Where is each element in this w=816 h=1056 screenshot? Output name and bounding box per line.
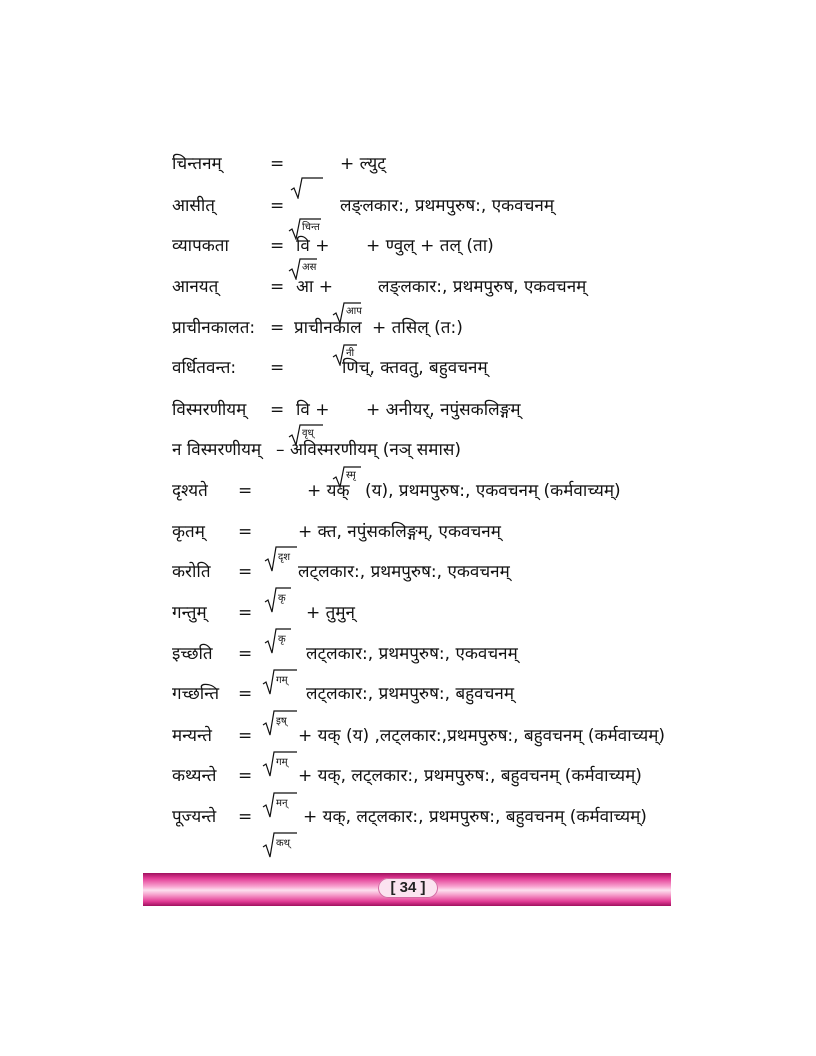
root-label: नी xyxy=(346,348,355,359)
prefix: आ + xyxy=(296,277,334,297)
equals-sign: = xyxy=(270,154,285,174)
root-label: इष् xyxy=(276,716,287,727)
term: आसीत् xyxy=(172,196,215,216)
root-label: अस xyxy=(302,262,317,273)
root-label: दृश xyxy=(278,552,291,563)
equals-sign: = xyxy=(270,358,285,378)
term: करोति xyxy=(172,562,211,582)
equals-sign: = xyxy=(238,481,253,501)
term: गच्छन्ति xyxy=(172,684,220,704)
root-label: गम् xyxy=(276,675,288,686)
equals-sign: = xyxy=(238,644,253,664)
root-label: कृ xyxy=(278,593,286,604)
equals-sign: = xyxy=(238,603,253,623)
root-label: स्मृ xyxy=(346,470,356,481)
analysis-text: + अनीयर्, नपुंसकलिङ्गम् xyxy=(366,400,521,420)
term: विस्मरणीयम् xyxy=(172,400,247,420)
equals-sign: = xyxy=(270,196,285,216)
equals-sign: = xyxy=(238,562,253,582)
page-number: [ 34 ] xyxy=(378,878,438,898)
equals-sign: = xyxy=(238,522,253,542)
term: आनयत् xyxy=(172,277,219,297)
analysis-text: + यक्, लट्लकार:, प्रथमपुरुष:, बहुवचनम् (कर्मवाच्यम्) xyxy=(303,807,647,827)
analysis-text: णिच्, क्तवतु, बहुवचनम् xyxy=(342,358,488,378)
prefix: प्राचीनकाल xyxy=(294,318,362,338)
analysis-text: + यक्, लट्लकार:, प्रथमपुरुष:, बहुवचनम् (कर्मवाच्यम्) xyxy=(298,766,642,786)
term: दृश्यते xyxy=(172,481,208,501)
term: कथ्यन्ते xyxy=(172,766,217,786)
term: इच्छति xyxy=(172,644,213,664)
equals-sign: = xyxy=(238,766,253,786)
equals-sign: = xyxy=(270,318,285,338)
term: प्राचीनकालत: xyxy=(172,318,256,338)
analysis-text: लङ्लकार:, प्रथमपुरुष, एकवचनम् xyxy=(378,277,587,297)
term: गन्तुम् xyxy=(172,603,207,623)
root-label: वृध् xyxy=(302,428,314,439)
term: न विस्मरणीयम् xyxy=(172,440,262,460)
term: कृतम् xyxy=(172,522,205,542)
equals-sign: = xyxy=(270,277,285,297)
equals-sign: = xyxy=(238,726,253,746)
analysis-text: + तुमुन् xyxy=(306,603,355,623)
root-label: कथ् xyxy=(276,838,291,849)
analysis-text: (य), प्रथमपुरुष:, एकवचनम् (कर्मवाच्यम्) xyxy=(365,481,621,501)
analysis-text: लट्लकार:, प्रथमपुरुष:, एकवचनम् xyxy=(298,562,510,582)
analysis-text: + यक् (य) ,लट्लकार:,प्रथमपुरुष:, बहुवचनम् (कर्मवाच्यम्) xyxy=(298,726,666,746)
dash-sign: – xyxy=(276,440,285,460)
analysis-text: + क्त, नपुंसकलिङ्गम्, एकवचनम् xyxy=(298,522,501,542)
analysis-text: लङ्लकार:, प्रथमपुरुष:, एकवचनम् xyxy=(340,196,555,216)
root-label: चिन्त xyxy=(302,222,320,233)
root-label: आप xyxy=(346,306,362,317)
analysis-text: + ल्युट् xyxy=(340,154,386,174)
term: वर्धितवन्त: xyxy=(172,358,237,378)
prefix: वि + xyxy=(296,236,330,256)
term: चिन्तनम् xyxy=(172,154,222,174)
root-label: मन् xyxy=(276,798,288,809)
root-label: कृ xyxy=(278,634,286,645)
radical-sign-icon xyxy=(290,177,324,199)
equals-sign: = xyxy=(270,236,285,256)
analysis-text: लट्लकार:, प्रथमपुरुष:, एकवचनम् xyxy=(306,644,518,664)
analysis-text: + तसिल् (त:) xyxy=(372,318,463,338)
equals-sign: = xyxy=(238,684,253,704)
equals-sign: = xyxy=(238,807,253,827)
analysis-text: लट्लकार:, प्रथमपुरुष:, बहुवचनम् xyxy=(306,684,515,704)
prefix: वि + xyxy=(296,400,330,420)
prefix: + यक् xyxy=(307,481,350,501)
term: मन्यन्ते xyxy=(172,726,212,746)
term: पूज्यन्ते xyxy=(172,807,217,827)
equals-sign: = xyxy=(270,400,285,420)
analysis-text: + ण्वुल् + तल् (ता) xyxy=(366,236,494,256)
term: व्यापकता xyxy=(172,236,229,256)
analysis-text: अविस्मरणीयम् (नञ् समास) xyxy=(290,440,461,460)
root-label: गम् xyxy=(276,757,288,768)
